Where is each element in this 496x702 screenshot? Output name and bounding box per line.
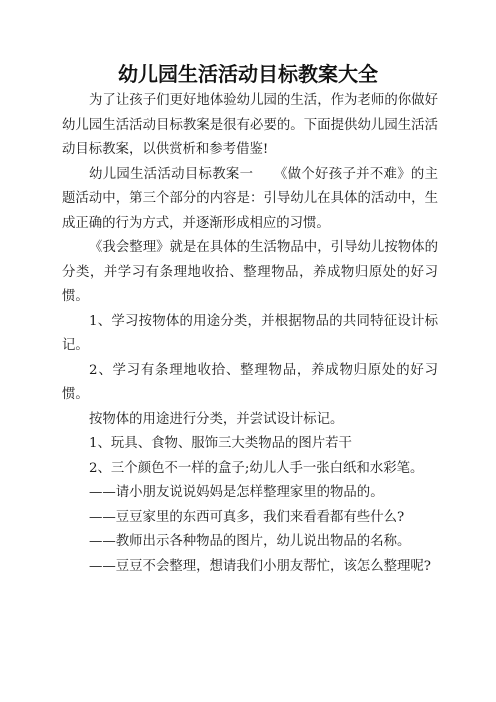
paragraph-step-4: ——豆豆不会整理，想请我们小朋友帮忙，该怎么整理呢? <box>89 558 431 574</box>
paragraph-plan-one: 幼儿园生活活动目标教案一 《做个好孩子并不难》的主题活动中，第三个部分的内容是：引导幼儿在具体的活动中，生成正确的行为方式，并逐渐形成相应的习惯。 <box>62 166 438 231</box>
paragraph-step-3: ——教师出示各种物品的图片，幼儿说出物品的名称。 <box>89 534 411 549</box>
paragraph-intro: 为了让孩子们更好地体验幼儿园的生活，作为老师的你做好幼儿园生活活动目标教案是很有必要的。下面提供幼儿园生活活动目标教案，以供赏析和参考借鉴! <box>62 93 438 157</box>
paragraph-i-can-tidy: 《我会整理》就是在具体的生活物品中，引导幼儿按物体的分类，并学习有条理地收拾、整理物品，养成物归原处的好习惯。 <box>62 240 438 304</box>
document-body <box>62 89 438 579</box>
paragraph-goal-2: 2、学习有条理地收拾、整理物品，养成物归原处的好习惯。 <box>62 362 438 402</box>
paragraph-step-2: ——豆豆家里的东西可真多，我们来看看都有些什么? <box>89 509 405 525</box>
paragraph-key-point: 按物体的用途进行分类，并尝试设计标记。 <box>89 411 344 427</box>
paragraph-material-2: 2、三个颜色不一样的盒子;幼儿人手一张白纸和水彩笔。 <box>89 460 424 476</box>
document-title: 幼儿园生活活动目标教案大全 <box>118 62 378 86</box>
paragraph-goal-1: 1、学习按物体的用途分类，并根据物品的共同特征设计标记。 <box>62 313 438 353</box>
paragraph-material-1: 1、玩具、食物、服饰三大类物品的图片若干 <box>89 436 352 451</box>
paragraph-step-1: ——请小朋友说说妈妈是怎样整理家里的物品的。 <box>89 485 384 500</box>
